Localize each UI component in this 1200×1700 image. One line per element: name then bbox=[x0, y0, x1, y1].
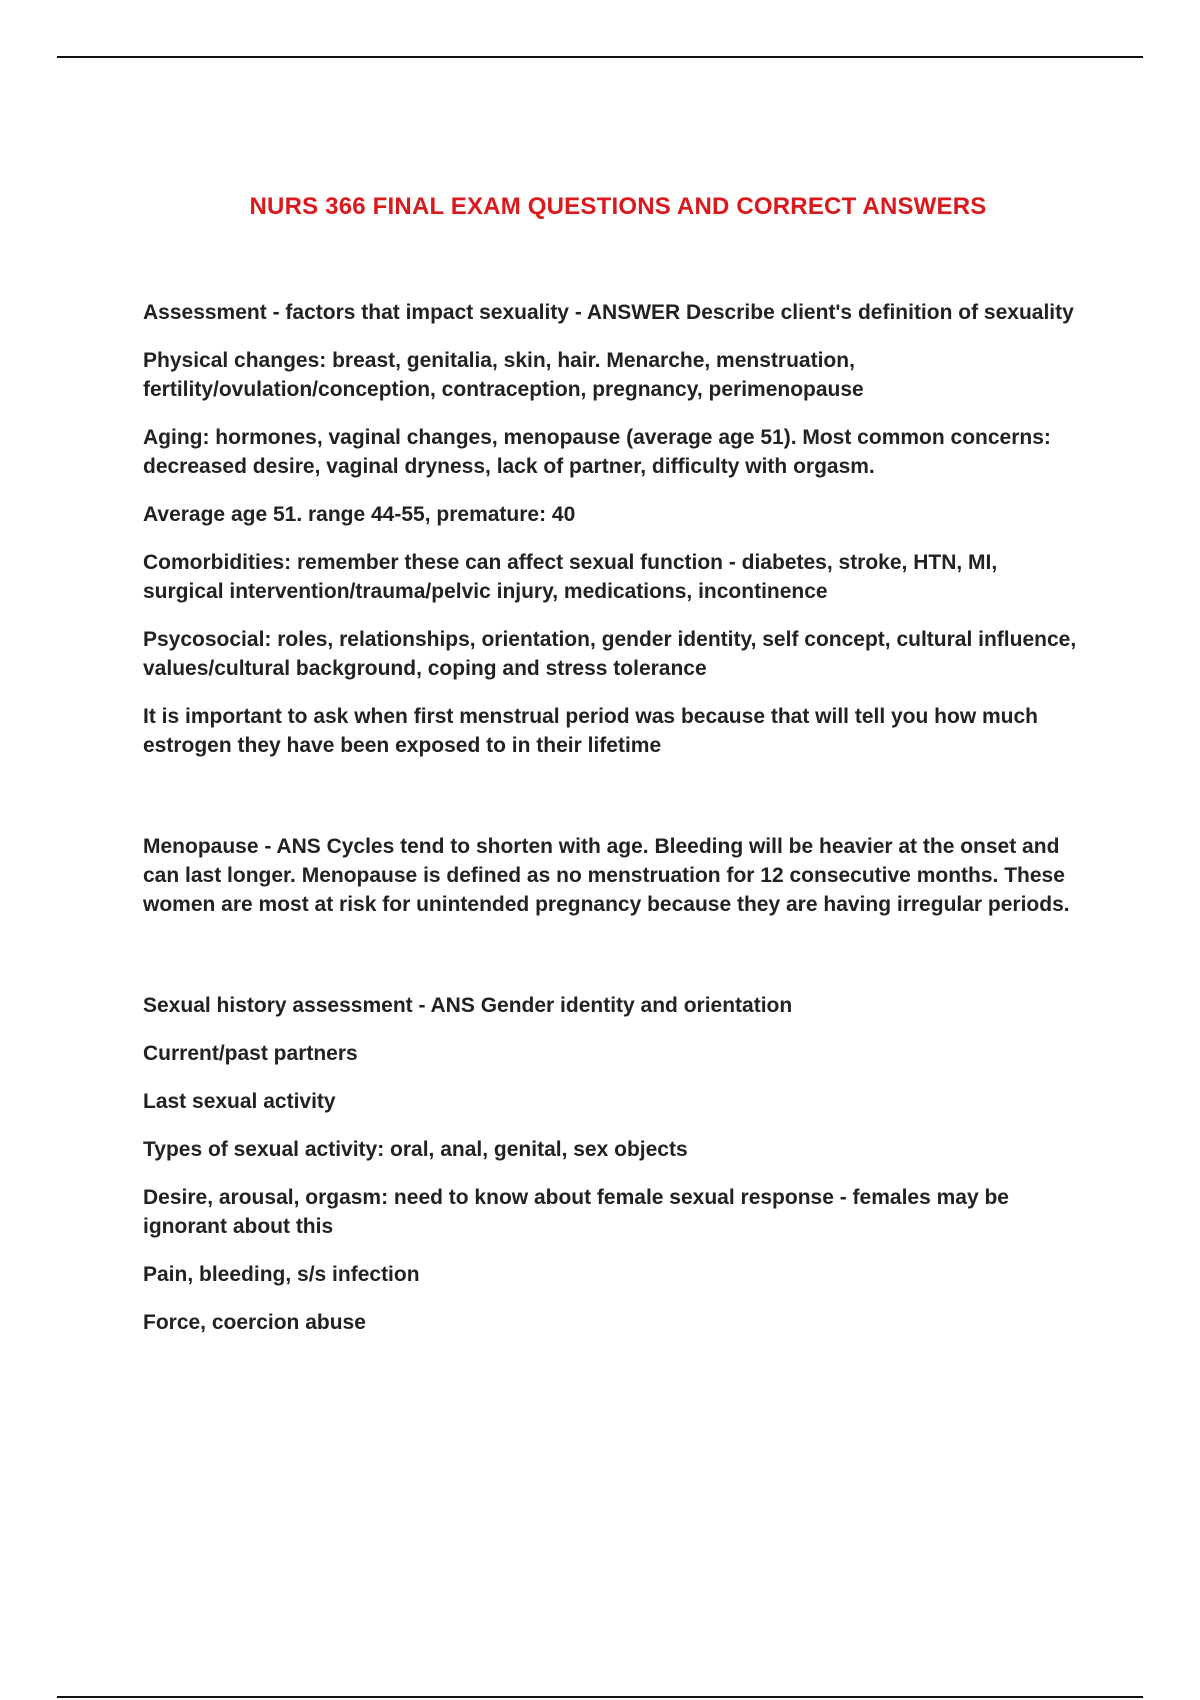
paragraph: Physical changes: breast, genitalia, skin, hair. Menarche, menstruation, fertility/ovulation/conception, contraception, pregnancy, perimenopause bbox=[143, 349, 864, 401]
paragraph: Average age 51. range 44-55, premature: 40 bbox=[143, 503, 576, 526]
document-body bbox=[143, 298, 1083, 1356]
paragraph: Assessment - factors that impact sexuality - ANSWER Describe client's definition of sexuality bbox=[143, 301, 1074, 324]
paragraph: It is important to ask when first menstrual period was because that will tell you how much estrogen they have been exposed to in their lifetime bbox=[143, 705, 1039, 757]
paragraph: Current/past partners bbox=[143, 1042, 358, 1065]
section-menopause bbox=[143, 832, 1083, 919]
section-assessment bbox=[143, 298, 1083, 760]
paragraph: Last sexual activity bbox=[143, 1090, 336, 1113]
spacer bbox=[143, 938, 1083, 991]
bottom-rule bbox=[57, 1696, 1143, 1698]
paragraph: Types of sexual activity: oral, anal, genital, sex objects bbox=[143, 1138, 688, 1161]
document-title: NURS 366 FINAL EXAM QUESTIONS AND CORRECT ANSWERS bbox=[249, 193, 987, 220]
section-sexual-history bbox=[143, 991, 1083, 1337]
paragraph: Force, coercion abuse bbox=[143, 1311, 366, 1334]
paragraph: Sexual history assessment - ANS Gender identity and orientation bbox=[143, 994, 793, 1017]
paragraph: Pain, bleeding, s/s infection bbox=[143, 1263, 420, 1286]
paragraph: Aging: hormones, vaginal changes, menopause (average age 51). Most common concerns: decreased desire, vaginal dryness, lack of partner, difficulty with orgasm. bbox=[143, 426, 1051, 478]
paragraph: Comorbidities: remember these can affect sexual function - diabetes, stroke, HTN, MI, surgical intervention/trauma/pelvic injury, medications, incontinence bbox=[143, 551, 998, 603]
top-rule bbox=[57, 56, 1143, 58]
paragraph: Psycosocial: roles, relationships, orientation, gender identity, self concept, cultural influence, values/cultural background, coping and stress tolerance bbox=[143, 628, 1077, 680]
paragraph: Desire, arousal, orgasm: need to know about female sexual response - females may be ignorant about this bbox=[143, 1186, 1009, 1238]
paragraph: Menopause - ANS Cycles tend to shorten with age. Bleeding will be heavier at the onset and can last longer. Menopause is defined as no menstruation for 12 consecutive months. These women are most at risk for unintended pregnancy because they are having irregular periods. bbox=[143, 835, 1070, 916]
spacer bbox=[143, 779, 1083, 832]
